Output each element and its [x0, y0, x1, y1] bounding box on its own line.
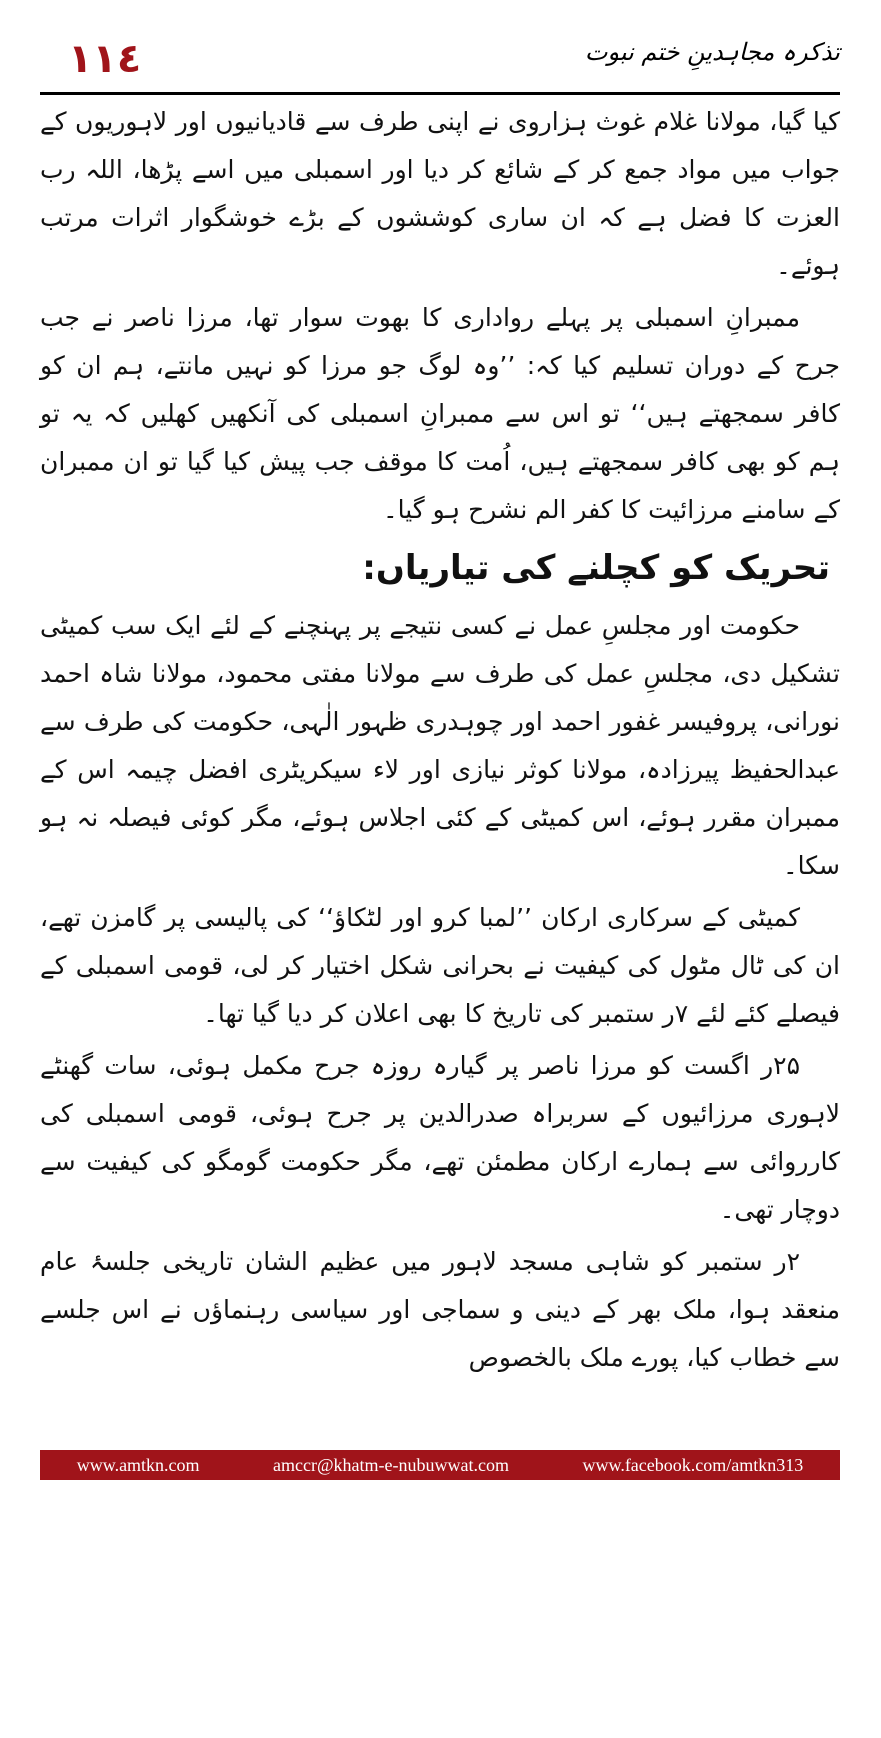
- section-heading: تحریک کو کچلنے کی تیاریاں:: [362, 548, 830, 588]
- paragraph: ۲۵ر اگست کو مرزا ناصر پر گیارہ روزہ جرح مکمل ہوئی، سات گھنٹے لاہوری مرزائیوں کے سربراہ صدرالدین پر جرح ہوئی، قومی اسمبلی کی کارروائی سے ہمارے ارکان مطمئن تھے، مگر حکومت گومگو کی کیفیت سے دوچار تھی۔: [40, 1051, 840, 1224]
- paragraph: ممبرانِ اسمبلی پر پہلے رواداری کا بھوت سوار تھا، مرزا ناصر نے جب جرح کے دوران تسلیم کیا کہ: ’’وہ لوگ جو مرزا کو نہیں مانتے، ہم ان کو کافر سمجھتے ہیں‘‘ تو اس سے ممبرانِ اسمبلی کی آنکھیں کھلیں کہ یہ تو ہم کو بھی کافر سمجھتے ہیں، اُمت کا موقف جب پیش کیا گیا تو ان ممبران کے سامنے مرزائیت کا کفر الم نشرح ہو گیا۔: [40, 303, 840, 524]
- page-header: [40, 30, 840, 88]
- facebook-link[interactable]: www.facebook.com/amtkn313: [582, 1455, 804, 1475]
- book-title: تذکرہ مجاہدینِ ختم نبوت: [584, 38, 840, 66]
- page-body: [40, 98, 840, 1738]
- paragraph: کمیٹی کے سرکاری ارکان ’’لمبا کرو اور لٹکاؤ‘‘ کی پالیسی پر گامزن تھے، ان کی ٹال مٹول کی کیفیت نے بحرانی شکل اختیار کر لی، قومی اسمبلی کے فیصلے کئے لئے ۷ر ستمبر کی تاریخ کا بھی اعلان کر دیا گیا تھا۔: [40, 903, 840, 1028]
- paragraph: ۲ر ستمبر کو شاہی مسجد لاہور میں عظیم الشان تاریخی جلسۂ عام منعقد ہوا، ملک بھر کے دینی و سماجی اور سیاسی رہنماؤں نے اس جلسے سے خطاب کیا، پورے ملک بالخصوص: [40, 1247, 840, 1372]
- website-link[interactable]: www.amtkn.com: [76, 1455, 200, 1475]
- header-divider: [40, 92, 840, 95]
- paragraph: حکومت اور مجلسِ عمل نے کسی نتیجے پر پہنچنے کے لئے ایک سب کمیٹی تشکیل دی، مجلسِ عمل کی طرف سے مولانا مفتی محمود، مولانا شاہ احمد نورانی، پروفیسر غفور احمد اور چوہدری ظہور الٰہی، حکومت کی طرف سے عبدالحفیظ پیرزادہ، مولانا کوثر نیازی اور لاء سیکریٹری افضل چیمہ اس کے ممبران مقرر ہوئے، اس کمیٹی کے کئی اجلاس ہوئے، مگر کوئی فیصلہ نہ ہو سکا۔: [40, 611, 840, 880]
- paragraph: کیا گیا، مولانا غلام غوث ہزاروی نے اپنی طرف سے قادیانیوں اور لاہوریوں کے جواب میں مواد جمع کر کے شائع کر دیا اور اسمبلی میں اسے پڑھا، اللہ رب العزت کا فضل ہے کہ ان ساری کوششوں کے بڑے خوشگوار اثرات مرتب ہوئے۔: [40, 107, 840, 280]
- page-number: ١١٤: [68, 36, 142, 82]
- footer-bar: [40, 1450, 840, 1480]
- email-link[interactable]: amccr@khatm-e-nubuwwat.com: [273, 1455, 510, 1475]
